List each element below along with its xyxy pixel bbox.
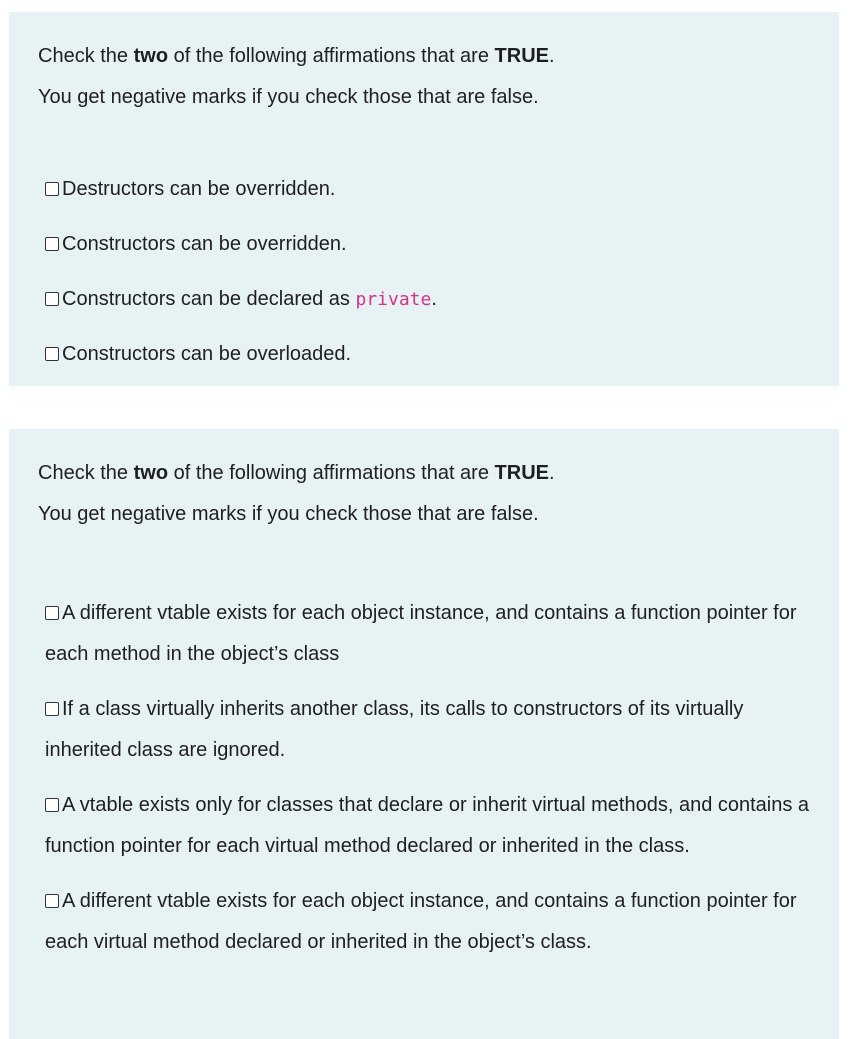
option-label: A vtable exists only for classes that declare or inherit virtual methods, and contains a function pointer for each virtual method declared or inherited in the class. (45, 794, 810, 857)
checkbox[interactable] (45, 347, 59, 361)
question-instruction: You get negative marks if you check those that are false. (38, 503, 539, 525)
checkbox[interactable] (45, 606, 59, 620)
question-prompt: Check the two of the following affirmations that are TRUE. You get negative marks if you check those that are false. (38, 462, 555, 525)
option-virtual-inheritance-constructors[interactable] (45, 689, 811, 771)
option-label: Destructors can be overridden. (62, 178, 336, 200)
question-card-1 (9, 12, 839, 386)
option-constructors-overridden[interactable] (45, 231, 811, 258)
options-list (38, 176, 811, 368)
question-prompt: Check the two of the following affirmations that are TRUE. You get negative marks if you check those that are false. (38, 45, 555, 108)
checkbox[interactable] (45, 798, 59, 812)
emphasis-two: two (133, 462, 169, 484)
option-label: If a class virtually inherits another class, its calls to constructors of its virtually inherited class are ignored. (45, 698, 744, 761)
emphasis-two: two (133, 45, 169, 67)
code-keyword: private (355, 289, 432, 310)
emphasis-true: TRUE (494, 462, 549, 484)
option-label: Constructors can be overloaded. (62, 343, 352, 365)
option-destructors-overridden[interactable] (45, 176, 811, 203)
option-vtable-per-instance-all-methods[interactable] (45, 593, 811, 675)
question-instruction: You get negative marks if you check those that are false. (38, 86, 539, 108)
option-label: A different vtable exists for each object instance, and contains a function pointer for each method in the object’s class (45, 602, 797, 665)
option-vtable-per-instance-virtual-methods[interactable] (45, 881, 811, 963)
checkbox[interactable] (45, 894, 59, 908)
checkbox[interactable] (45, 292, 59, 306)
options-list (38, 593, 811, 963)
option-constructors-private[interactable]: Constructors can be declared as private. (45, 286, 811, 313)
option-label: Constructors can be overridden. (62, 233, 347, 255)
option-label: A different vtable exists for each object instance, and contains a function pointer for each virtual method declared or inherited in the object’s class. (45, 890, 797, 953)
emphasis-true: TRUE (494, 45, 549, 67)
option-constructors-overloaded[interactable] (45, 341, 811, 368)
checkbox[interactable] (45, 237, 59, 251)
option-label: Constructors can be declared as (62, 288, 356, 310)
checkbox[interactable] (45, 702, 59, 716)
option-vtable-virtual-classes-only[interactable] (45, 785, 811, 867)
question-card-2 (9, 429, 839, 1039)
checkbox[interactable] (45, 182, 59, 196)
